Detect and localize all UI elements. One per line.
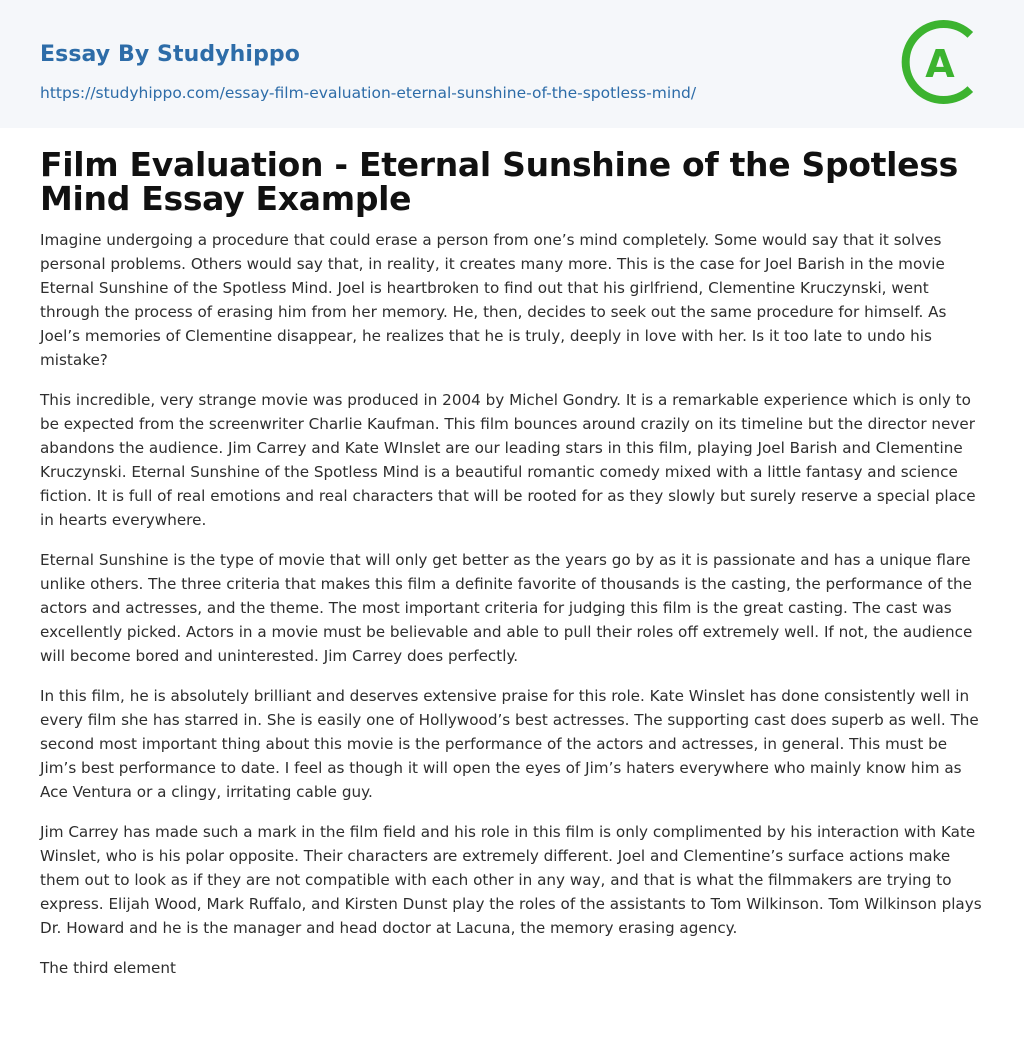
paragraph: Jim Carrey has made such a mark in the film field and his role in this film is only complimented by his interaction with Kate Winslet, who is his polar opposite. Their characters are extremely different. Joel and Clementine’s surface actions make them out to look as if they are not compatible with each other in any way, and that is what the filmmakers are trying to express. Elijah Wood, Mark Ruffalo, and Kirsten Dunst play the roles of the assistants to Tom Wilkinson. Tom Wilkinson plays Dr. Howard and he is the manager and head doctor at Lacuna, the memory erasing agency. xyxy=(40,823,982,937)
paragraph: In this film, he is absolutely brilliant and deserves extensive praise for this role. Kate Winslet has done consistently well in every film she has starred in. She is easily one of Hollywood’s best actresses. The supporting cast does superb as well. The second most important thing about this movie is the performance of the actors and actresses, in general. This must be Jim’s best performance to date. I feel as though it will open the eyes of Jim’s haters everywhere who mainly know him as Ace Ventura or a clingy, irritating cable guy. xyxy=(40,687,979,801)
article-title: Film Evaluation - Eternal Sunshine of the Spotless Mind Essay Example xyxy=(40,145,958,218)
paragraph: Eternal Sunshine is the type of movie that will only get better as the years go by as it is passionate and has a unique flare unlike others. The three criteria that makes this film a definite favorite of thousands is the casting, the performance of the actors and actresses, and the theme. The most important criteria for judging this film is the great casting. The cast was excellently picked. Actors in a movie must be believable and able to pull their roles off extremely well. If not, the audience will become bored and uninterested. Jim Carrey does perfectly. xyxy=(40,551,973,665)
source-url-link[interactable]: https://studyhippo.com/essay-film-evaluation-eternal-sunshine-of-the-spotless-mind/ xyxy=(40,84,697,102)
paragraph: This incredible, very strange movie was produced in 2004 by Michel Gondry. It is a remarkable experience which is only to be expected from the screenwriter Charlie Kaufman. This film bounces around crazily on its timeline but the director never abandons the audience. Jim Carrey and Kate WInslet are our leading stars in this film, playing Joel Barish and Clementine Kruczynski. Eternal Sunshine of the Spotless Mind is a beautiful romantic comedy mixed with a little fantasy and science fiction. It is full of real emotions and real characters that will be rooted for as they slowly but surely reserve a special place in hearts everywhere. xyxy=(40,391,976,529)
studyhippo-logo-icon[interactable] xyxy=(900,16,990,108)
logo-letter: A xyxy=(925,42,955,86)
article-body xyxy=(40,228,984,996)
paragraph: Imagine undergoing a procedure that could erase a person from one’s mind completely. Some would say that it solves personal problems. Others would say that, in reality, it creates many more. This is the case for Joel Barish in the movie Eternal Sunshine of the Spotless Mind. Joel is heartbroken to find out that his girlfriend, Clementine Kruczynski, went through the process of erasing him from her memory. He, then, decides to seek out the same procedure for himself. As Joel’s memories of Clementine disappear, he realizes that he is truly, deeply in love with her. Is it too late to undo his mistake? xyxy=(40,231,947,369)
paragraph: The third element xyxy=(40,959,176,977)
site-title[interactable]: Essay By Studyhippo xyxy=(40,42,300,67)
site-header xyxy=(0,0,1024,128)
